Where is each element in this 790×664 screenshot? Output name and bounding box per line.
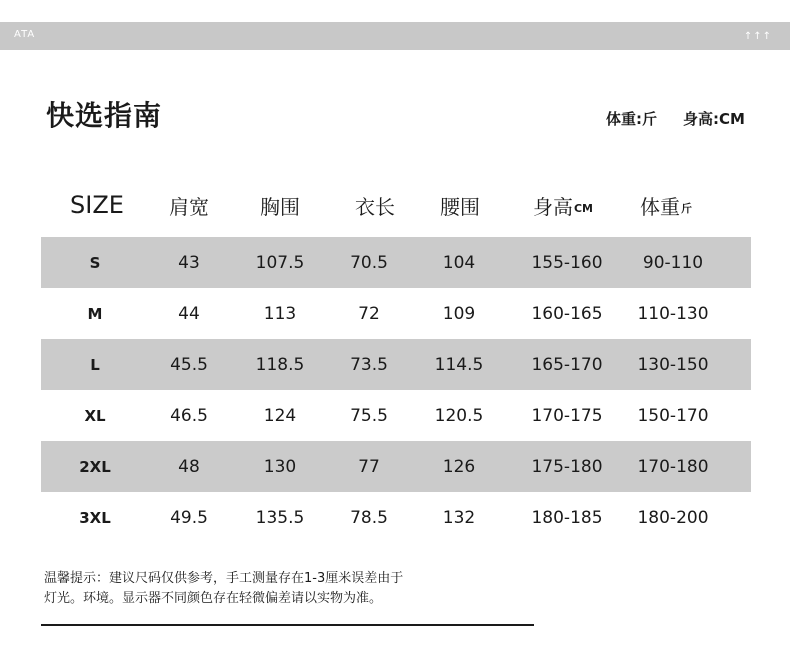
header-weight: 体重 斤: [640, 194, 692, 219]
height-cell: 165-170: [531, 354, 603, 375]
arrow-up-icon: ↑↑↑: [743, 31, 772, 42]
length-cell: 72: [358, 303, 380, 324]
shoulder-cell: 44: [178, 303, 200, 324]
length-cell: 73.5: [350, 354, 388, 375]
shoulder-cell: 43: [178, 252, 200, 273]
shoulder-cell: 45.5: [170, 354, 208, 375]
waist-cell: 104: [442, 252, 476, 273]
length-cell: 75.5: [350, 405, 388, 426]
top-banner: [0, 22, 790, 50]
weight-cell: 110-130: [637, 303, 709, 324]
note-line-1: 温馨提示：建议尺码仅供参考，手工测量存在1-3厘米误差由于: [44, 571, 404, 586]
note-line-2: 灯光。环境。显示器不同颜色存在轻微偏差请以实物为准。: [44, 591, 383, 606]
size-table: [41, 237, 751, 543]
header-height-unit: CM: [573, 201, 594, 215]
table-row: [41, 339, 751, 390]
waist-cell: 132: [442, 507, 476, 528]
table-row: [41, 441, 751, 492]
header-length: 衣长: [355, 194, 395, 219]
size-cell: S: [89, 253, 101, 272]
length-cell: 70.5: [350, 252, 388, 273]
weight-cell: 170-180: [637, 456, 709, 477]
waist-cell: 114.5: [434, 354, 484, 375]
waist-cell: 109: [442, 303, 476, 324]
chest-cell: 135.5: [255, 507, 305, 528]
length-cell: 77: [358, 456, 380, 477]
shoulder-cell: 49.5: [170, 507, 208, 528]
table-header: [41, 185, 750, 225]
height-cell: 180-185: [531, 507, 603, 528]
header-size: SIZE: [70, 191, 124, 219]
size-cell: L: [90, 355, 100, 374]
header-weight-unit: 斤: [681, 202, 692, 215]
table-row: [41, 237, 751, 288]
waist-cell: 120.5: [434, 405, 484, 426]
chest-cell: 113: [263, 303, 297, 324]
weight-cell: 130-150: [637, 354, 709, 375]
weight-cell: 180-200: [637, 507, 709, 528]
chest-cell: 130: [263, 456, 297, 477]
shoulder-cell: 48: [178, 456, 200, 477]
divider: [41, 624, 534, 626]
height-cell: 170-175: [531, 405, 603, 426]
table-row: [41, 288, 751, 339]
disclaimer-note: [44, 569, 484, 609]
header-chest: 胸围: [260, 194, 300, 219]
size-cell: 2XL: [79, 457, 111, 476]
chest-cell: 118.5: [255, 354, 305, 375]
header-height: 身高 CM: [532, 194, 594, 219]
weight-cell: 90-110: [642, 252, 704, 273]
chest-cell: 107.5: [255, 252, 305, 273]
page-title: 快选指南: [46, 99, 163, 132]
height-cell: 175-180: [531, 456, 603, 477]
size-cell: M: [87, 304, 103, 323]
table-row: [41, 492, 751, 543]
size-cell: XL: [84, 406, 106, 425]
height-unit-label: 身高:CM: [683, 110, 745, 128]
height-cell: 155-160: [531, 252, 603, 273]
banner-left-text: ATA: [14, 29, 36, 40]
length-cell: 78.5: [350, 507, 388, 528]
shoulder-cell: 46.5: [170, 405, 208, 426]
header-shoulder: 肩宽: [169, 194, 209, 219]
waist-cell: 126: [442, 456, 476, 477]
size-cell: 3XL: [79, 508, 111, 527]
header-waist: 腰围: [440, 194, 480, 219]
weight-cell: 150-170: [637, 405, 709, 426]
chest-cell: 124: [263, 405, 297, 426]
weight-unit-label: 体重:斤: [606, 110, 657, 128]
height-cell: 160-165: [531, 303, 603, 324]
table-row: [41, 390, 751, 441]
